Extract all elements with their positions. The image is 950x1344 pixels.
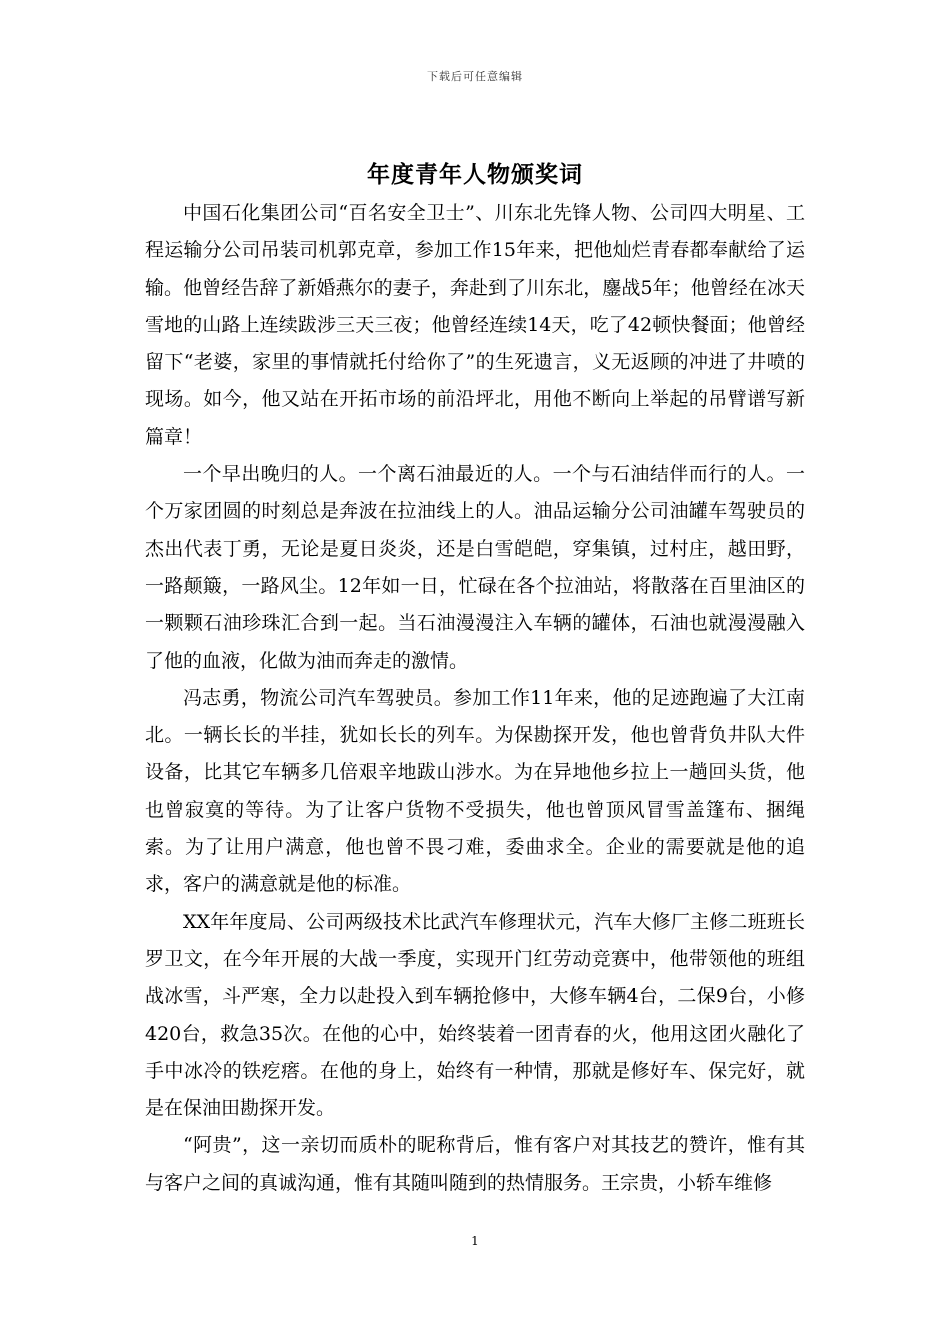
paragraph: 中国石化集团公司“百名安全卫士”、川东北先锋人物、公司四大明星、工程运输分公司吊装司机郭克章，参加工作15年来，把他灿烂青春都奉献给了运输。他曾经告辞了新婚燕尔的妻子，奔赴到了川东北，鏖战5年；他曾经在冰天雪地的山路上连续跋涉三天三夜；他曾经连续14天，吃了42顿快餐面；他曾经留下“老婆，家里的事情就托付给你了”的生死遗言，义无返顾的冲进了井喷的现场。如今，他又站在开拓市场的前沿坪北，用他不断向上举起的吊臂谱写新篇章！ [145,202,805,448]
paragraph: “阿贵”，这一亲切而质朴的昵称背后，惟有客户对其技艺的赞许，惟有其与客户之间的真诚沟通，惟有其随叫随到的热情服务。王宗贵，小轿车维修 [145,1134,805,1194]
paragraph: 冯志勇，物流公司汽车驾驶员。参加工作11年来，他的足迹跑遍了大江南北。一辆长长的半挂，犹如长长的列车。为保勘探开发，他也曾背负井队大件设备，比其它车辆多几倍艰辛地跋山涉水。为在异地他乡拉上一趟回头货，他也曾寂寞的等待。为了让客户货物不受损失，他也曾顶风冒雪盖篷布、捆绳索。为了让用户满意，他也曾不畏刁难，委曲求全。企业的需要就是他的追求，客户的满意就是他的标准。 [145,686,805,896]
document-title: 年度青年人物颁奖词 [367,161,583,188]
paragraph: XX年年度局、公司两级技术比武汽车修理状元，汽车大修厂主修二班班长罗卫文，在今年开展的大战一季度，实现开门红劳动竞赛中，他带领他的班组战冰雪，斗严寒，全力以赴投入到车辆抢修中，大修车辆4台，二保9台，小修420台，救急35次。在他的心中，始终装着一团青春的火，他用这团火融化了手中冰冷的铁疙瘩。在他的身上，始终有一种情，那就是修好车、保完好，就是在保油田勘探开发。 [145,910,805,1120]
page-number: 1 [471,1234,479,1248]
document-body [145,195,805,1202]
header-note: 下载后可任意编辑 [427,70,523,83]
paragraph: 一个早出晚归的人。一个离石油最近的人。一个与石油结伴而行的人。一个万家团圆的时刻总是奔波在拉油线上的人。油品运输分公司油罐车驾驶员的杰出代表丁勇，无论是夏日炎炎，还是白雪皑皑，穿集镇，过村庄，越田野，一路颠簸，一路风尘。12年如一日，忙碌在各个拉油站，将散落在百里油区的一颗颗石油珍珠汇合到一起。当石油漫漫注入车辆的罐体，石油也就漫漫融入了他的血液，化做为油而奔走的激情。 [145,463,805,672]
